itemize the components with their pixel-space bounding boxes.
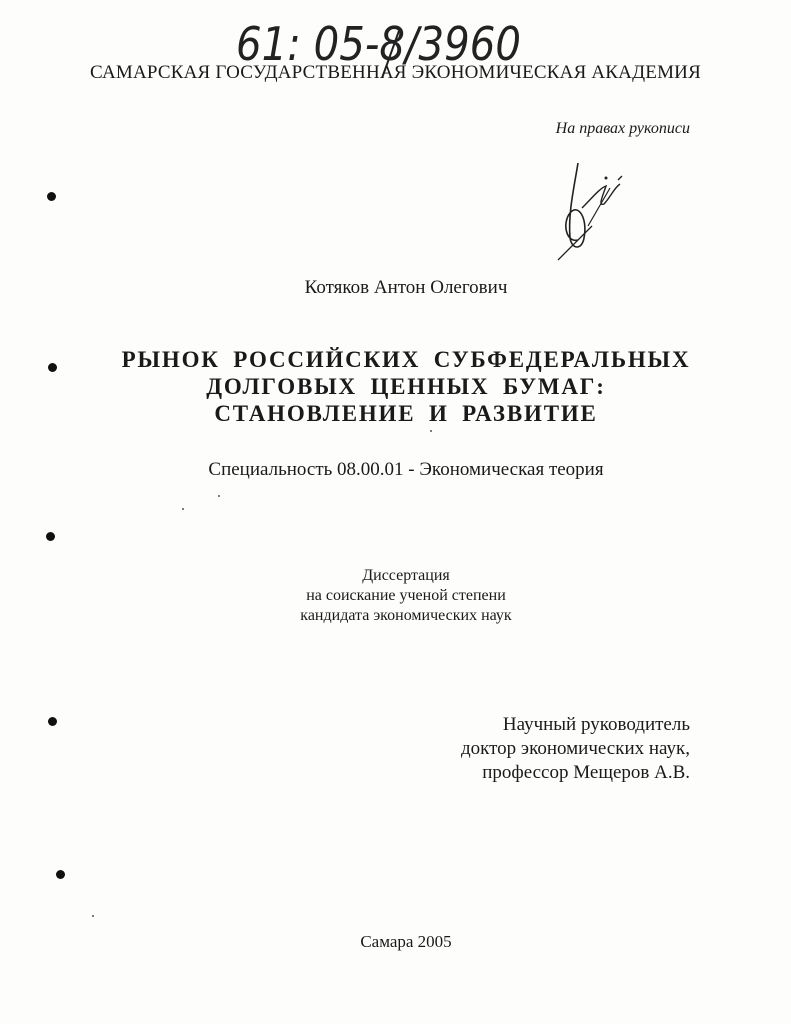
scan-speck	[182, 508, 184, 510]
author-name: Котяков Антон Олегович	[304, 277, 508, 298]
title-line-2: ДОЛГОВЫХ ЦЕННЫХ БУМАГ:	[206, 374, 606, 399]
advisor-line-1: Научный руководитель	[502, 714, 690, 735]
binding-hole-mark	[48, 717, 57, 726]
dissertation-title	[0, 346, 791, 427]
scientific-advisor	[380, 713, 690, 785]
scan-speck	[430, 430, 432, 432]
advisor-line-3: профессор Мещеров А.В.	[482, 762, 690, 783]
thesis-line-3: кандидата экономических наук	[300, 607, 512, 624]
rights-note: На правах рукописи	[555, 120, 690, 137]
binding-hole-mark	[48, 363, 57, 372]
thesis-line-2: на соискание ученой степени	[306, 587, 506, 604]
institution-name: САМАРСКАЯ ГОСУДАРСТВЕННАЯ ЭКОНОМИЧЕСКАЯ АКАДЕМИЯ	[90, 62, 701, 83]
binding-hole-mark	[47, 192, 56, 201]
specialty-line: Специальность 08.00.01 - Экономическая теория	[208, 459, 604, 480]
author-signature	[548, 158, 638, 263]
thesis-description	[0, 566, 791, 626]
city-and-year: Самара 2005	[360, 932, 452, 951]
binding-hole-mark	[46, 532, 55, 541]
advisor-line-2: доктор экономических наук,	[460, 738, 690, 759]
scan-speck	[92, 915, 94, 917]
thesis-line-1: Диссертация	[362, 567, 450, 584]
scan-speck	[218, 495, 220, 497]
binding-hole-mark	[56, 870, 65, 879]
svg-text:61: 05-8/3960: 61: 05-8/3960	[236, 17, 521, 71]
title-line-3: СТАНОВЛЕНИЕ И РАЗВИТИЕ	[214, 401, 598, 426]
title-line-1: РЫНОК РОССИЙСКИХ СУБФЕДЕРАЛЬНЫХ	[121, 347, 691, 372]
